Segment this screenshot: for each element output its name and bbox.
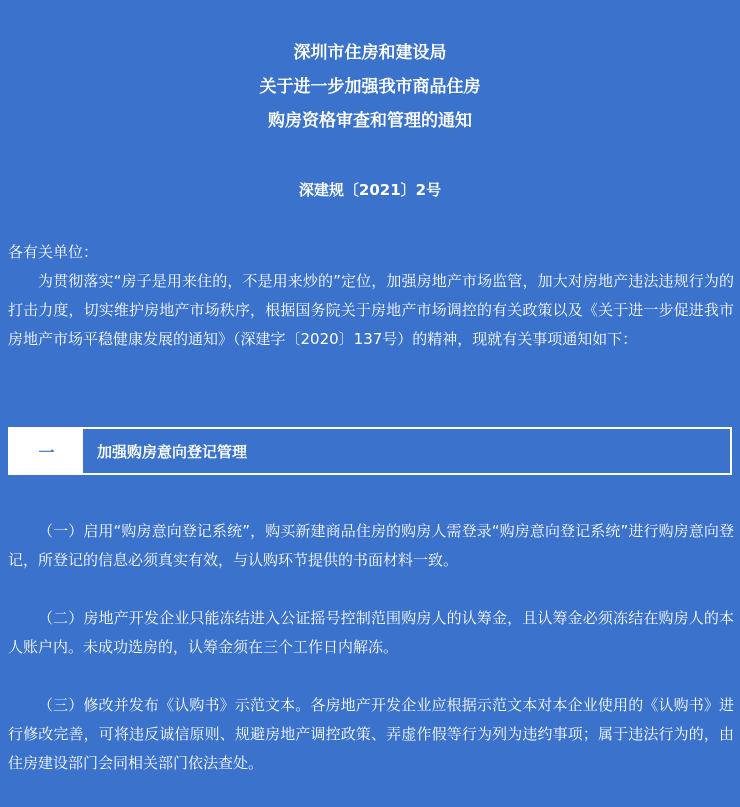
section-number-box <box>10 429 83 473</box>
section-header <box>8 427 732 475</box>
section-items <box>8 517 734 807</box>
section-title: 加强购房意向登记管理 <box>97 442 248 461</box>
title-line-subject: 关于进一步加强我市商品住房 <box>259 77 481 97</box>
intro-section <box>8 238 734 354</box>
title-line-issuer: 深圳市住房和建设局 <box>293 43 447 63</box>
notice-title <box>0 36 740 138</box>
list-item: （二）房地产开发企业只能冻结进入公证摇号控制范围购房人的认筹金，且认筹金必须冻结在购房人的本人账户内。未成功选房的，认筹金须在三个工作日内解冻。 <box>8 609 734 656</box>
salutation: 各有关单位： <box>8 243 99 261</box>
list-item: （一）启用“购房意向登记系统”，购买新建商品住房的购房人需登录“购房意向登记系统”进行购房意向登记，所登记的信息必须真实有效，与认购环节提供的书面材料一致。 <box>8 522 734 569</box>
title-line-subject-cont: 购房资格审查和管理的通知 <box>268 111 472 131</box>
section-number: 一 <box>38 442 55 462</box>
document-number: 深建规〔2021〕2号 <box>298 181 442 199</box>
list-item: （三）修改并发布《认购书》示范文本。各房地产开发企业应根据示范文本对本企业使用的《认购书》进行修改完善，可将违反诚信原则、规避房地产调控政策、弄虚作假等行为列为违约事项；属于违法行为的，由住房建设部门会同相关部门依法查处。 <box>8 696 734 772</box>
intro-paragraph: 为贯彻落实“房子是用来住的，不是用来炒的”定位，加强房地产市场监管，加大对房地产违法违规行为的打击力度，切实维护房地产市场秩序，根据国务院关于房地产市场调控的有关政策以及《关于进一步促进我市房地产市场平稳健康发展的通知》（深建字〔2020〕137号）的精神，现就有关事项通知如下： <box>8 272 734 348</box>
